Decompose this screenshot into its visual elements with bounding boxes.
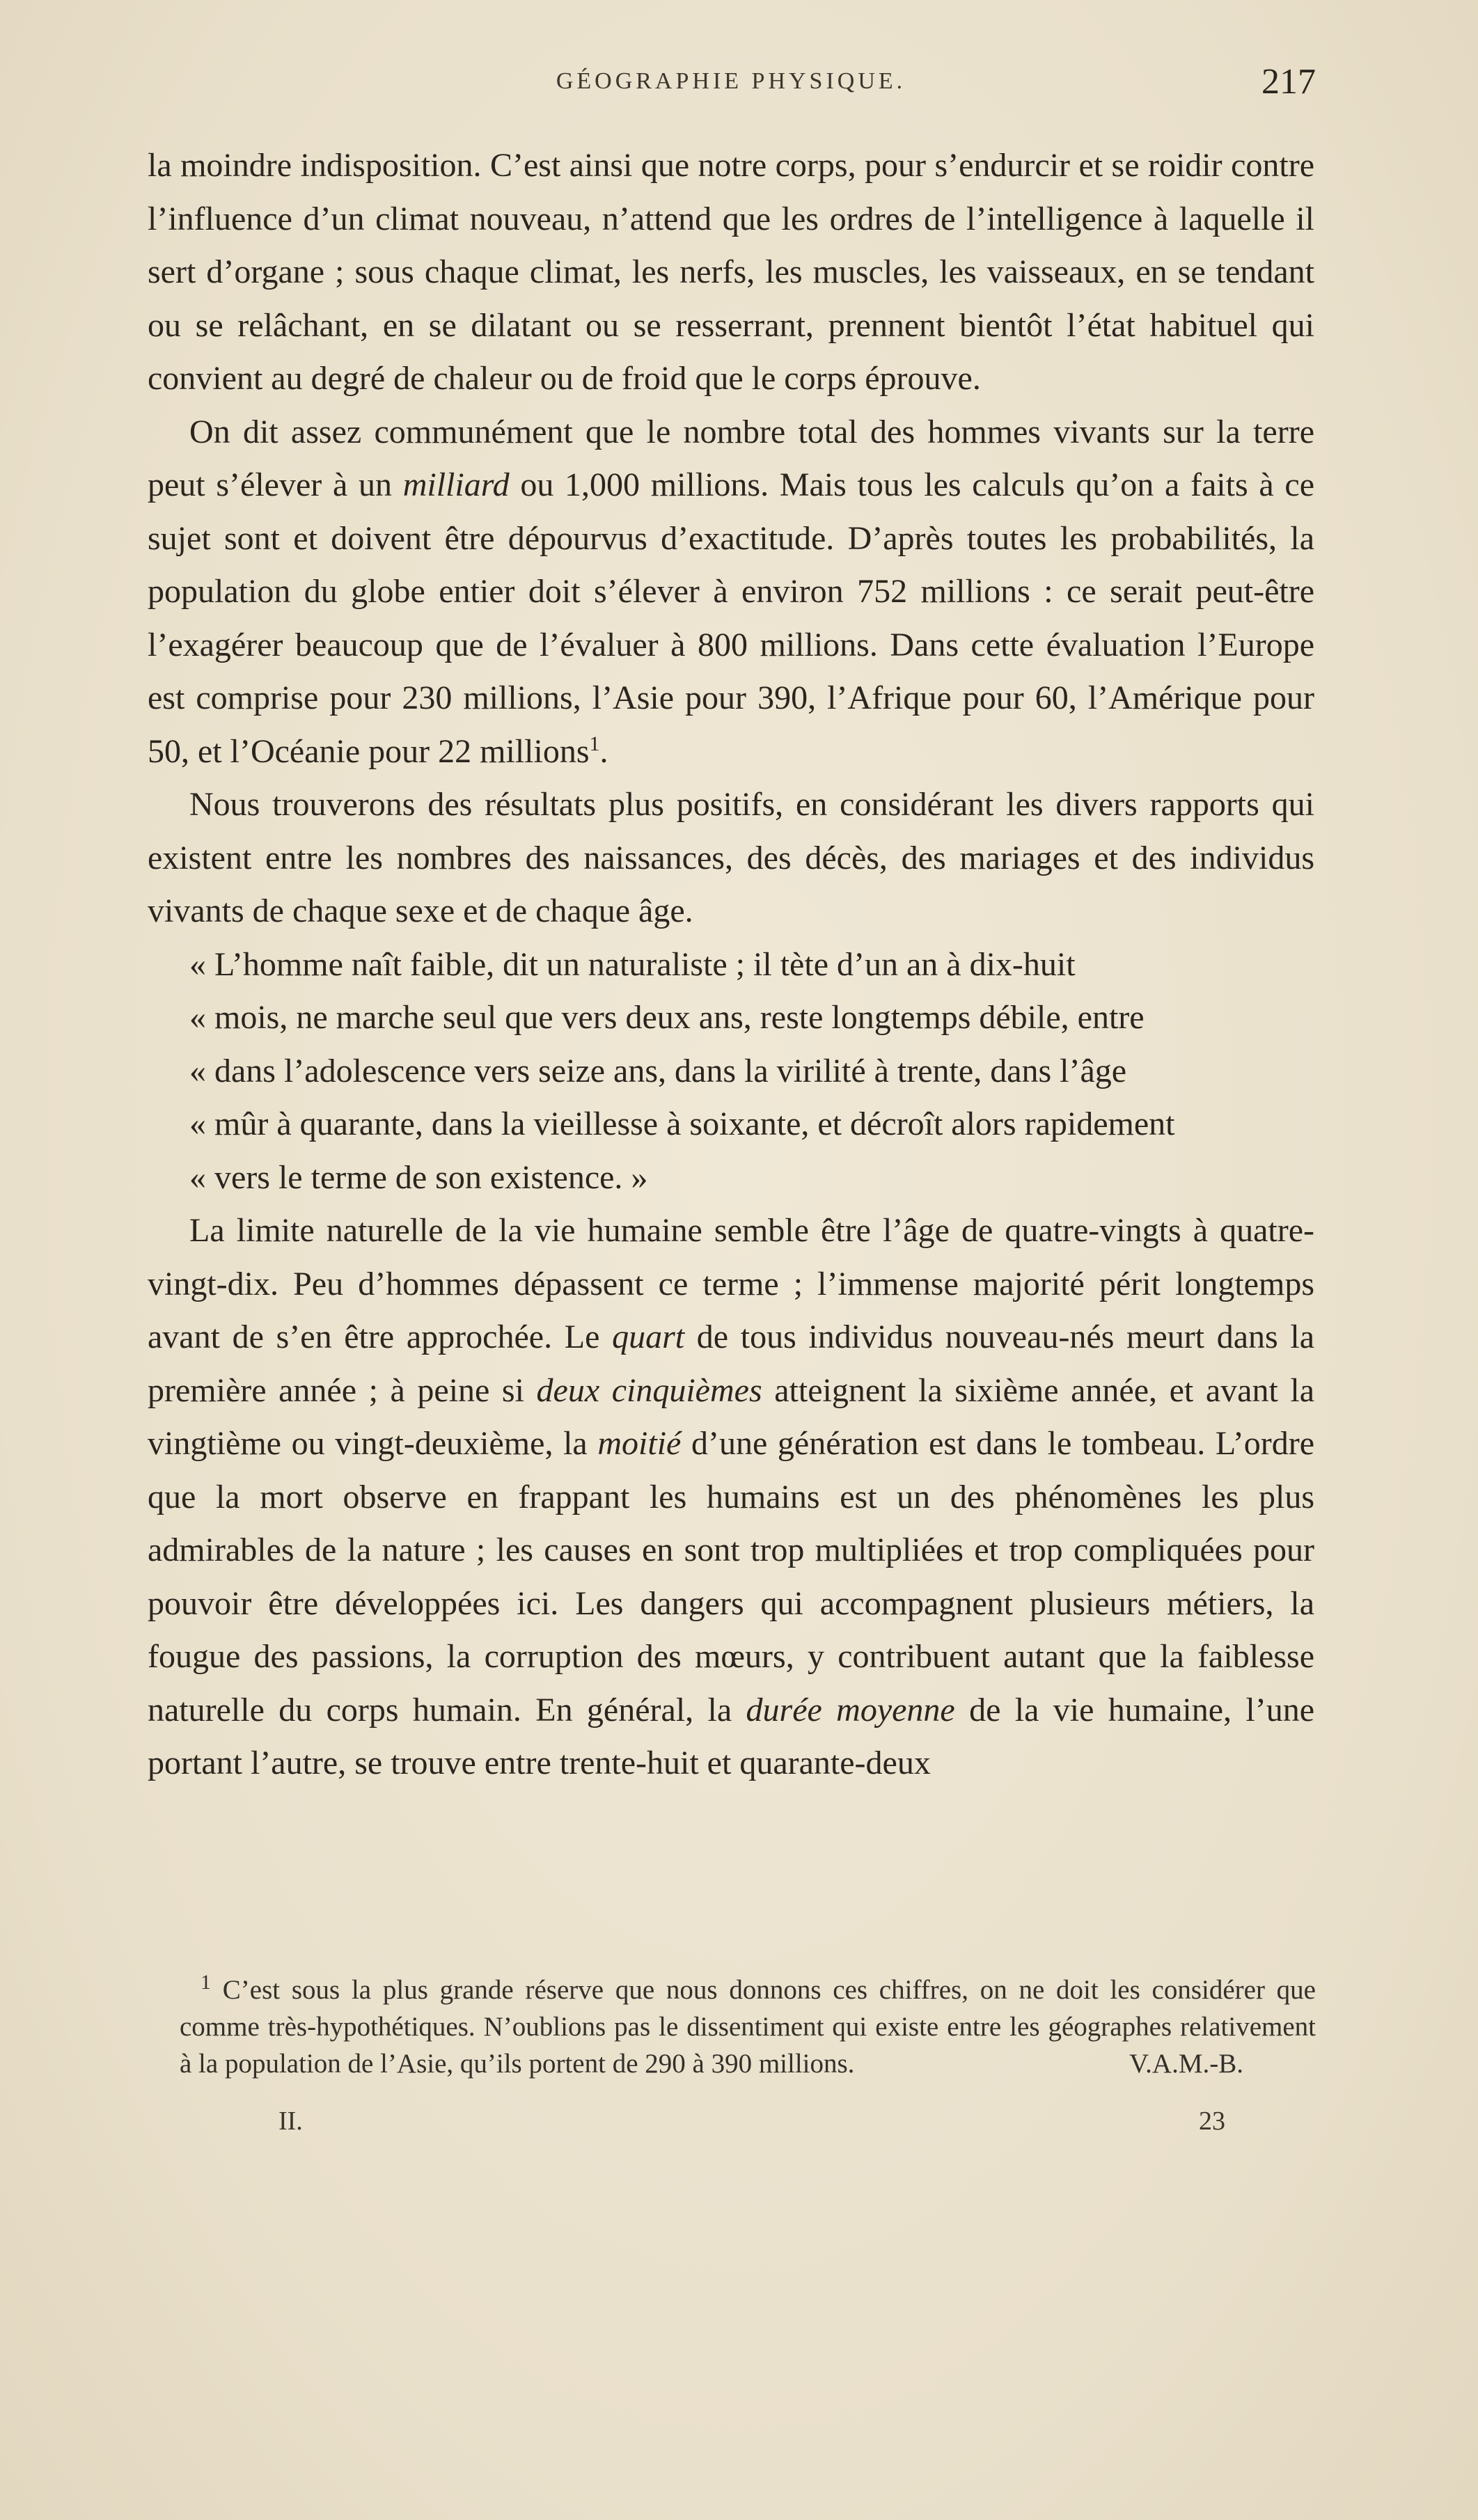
footnote [180,1971,1316,2082]
paragraph-2-part-a: On dit assez communément que le nombre total des hommes vivants sur la terre peut s’élever à un [148,413,1314,503]
paragraph-4-emphasis-duree-moyenne: durée moyenne [746,1691,955,1728]
paragraph-4-part-i: de la vie humaine, l’une portant l’autre, se trouve entre trente-huit et quarante-deux [148,1691,1315,1781]
paragraph-4-part-g: d’une génération est dans le tombeau. L’ordre que la mort observe en frappant les humains est un des phénomènes les plus admirables de la nature ; les causes en sont trop multipliées et trop compliquées pour pouvoir être développées ici. Les dangers qui accompagnent plusieurs métiers, la fougue des passions, la corruption des mœurs, y contribuent autant que la faiblesse naturelle du corps humain. En général, la [148,1425,1314,1728]
paragraph-2-emphasis-milliard: milliard [402,466,510,503]
body-text [148,139,1314,1790]
quote-line-3: « dans l’adolescence vers seize ans, dans la virilité à trente, dans l’âge [189,1052,1127,1089]
paragraph-1: la moindre indisposition. C’est ainsi que notre corps, pour s’endurcir et se roidir contre l’influence d’un climat nouveau, n’attend que les ordres de l’intelligence à laquelle il sert d’organe ; sous chaque climat, les nerfs, les muscles, les vaisseaux, en se tendant ou se relâchant, en se dilatant ou se resserrant, prennent bientôt l’état habituel qui convient au degré de chaleur ou de froid que le corps éprouve. [148,147,1314,397]
footnotes [180,1971,1316,2082]
quote-line-1: « L’homme naît faible, dit un naturaliste ; il tète d’un an à dix-huit [189,945,1076,983]
paragraph-4-emphasis-deux-cinquiemes: deux cinquièmes [536,1371,762,1409]
paragraph-2 [148,406,1314,779]
page-header [146,61,1316,117]
paragraph-2-part-c: ou 1,000 millions. Mais tous les calculs qu’on a faits à ce sujet sont et doivent être dépourvus d’exactitude. D’après toutes les probabilités, la population du globe entier doit s’élever à environ 752 millions : ce serait peut-être l’exagérer beaucoup que de l’évaluer à 800 millions. Dans cette évaluation l’Europe est comprise pour 230 millions, l’Asie pour 390, l’Afrique pour 60, l’Amérique pour 50, et l’Océanie pour 22 millions [148,466,1314,770]
running-title: GÉOGRAPHIE PHYSIQUE. [556,68,906,94]
page-number: 217 [1261,62,1316,102]
paragraph-3: Nous trouverons des résultats plus positifs, en considérant les divers rapports qui existent entre les nombres des naissances, des décès, des mariages et des individus vivants de chaque sexe et de chaque âge. [148,786,1314,929]
footnote-reference: 1 [589,732,600,755]
paragraph-4-part-c: de tous individus nouveau-nés meurt dans la première année ; à peine si [148,1318,1315,1409]
footnote-signature: V.A.M.-B. [1129,2049,1243,2079]
footnote-text: C’est sous la plus grande réserve que nous donnons ces chiffres, on ne doit les considérer que comme très-hypothétiques. N’oublions pas le dissentiment qui existe entre les géographes relativement à la population de l’Asie, qu’ils portent de 290 à 390 millions. [180,1975,1316,2079]
paragraph-4-emphasis-quart: quart [612,1318,685,1355]
quote-line-5: « vers le terme de son existence. » [189,1158,648,1196]
paragraph-4-part-a: La limite naturelle de la vie humaine semble être l’âge de quatre-vingts à quatre-vingt-dix. Peu d’hommes dépassent ce terme ; l’immense majorité périt longtemps avant de s’en être approchée. Le [148,1212,1314,1355]
paragraph-4 [148,1204,1314,1790]
volume-number: II. [278,2106,303,2136]
quote-line-4: « mûr à quarante, dans la vieillesse à soixante, et décroît alors rapidement [189,1105,1175,1142]
paragraph-2-part-d: . [599,732,608,770]
footnote-mark: 1 [201,1971,211,1994]
quote-line-2: « mois, ne marche seul que vers deux ans, reste longtemps débile, entre [189,999,1145,1036]
paragraph-4-part-e: atteignent la sixième année, et avant la vingtième ou vingt-deuxième, la [148,1371,1314,1462]
signature-mark: 23 [1199,2106,1225,2136]
page-footer [278,2106,1225,2148]
paragraph-4-emphasis-moitie: moitié [597,1425,682,1462]
